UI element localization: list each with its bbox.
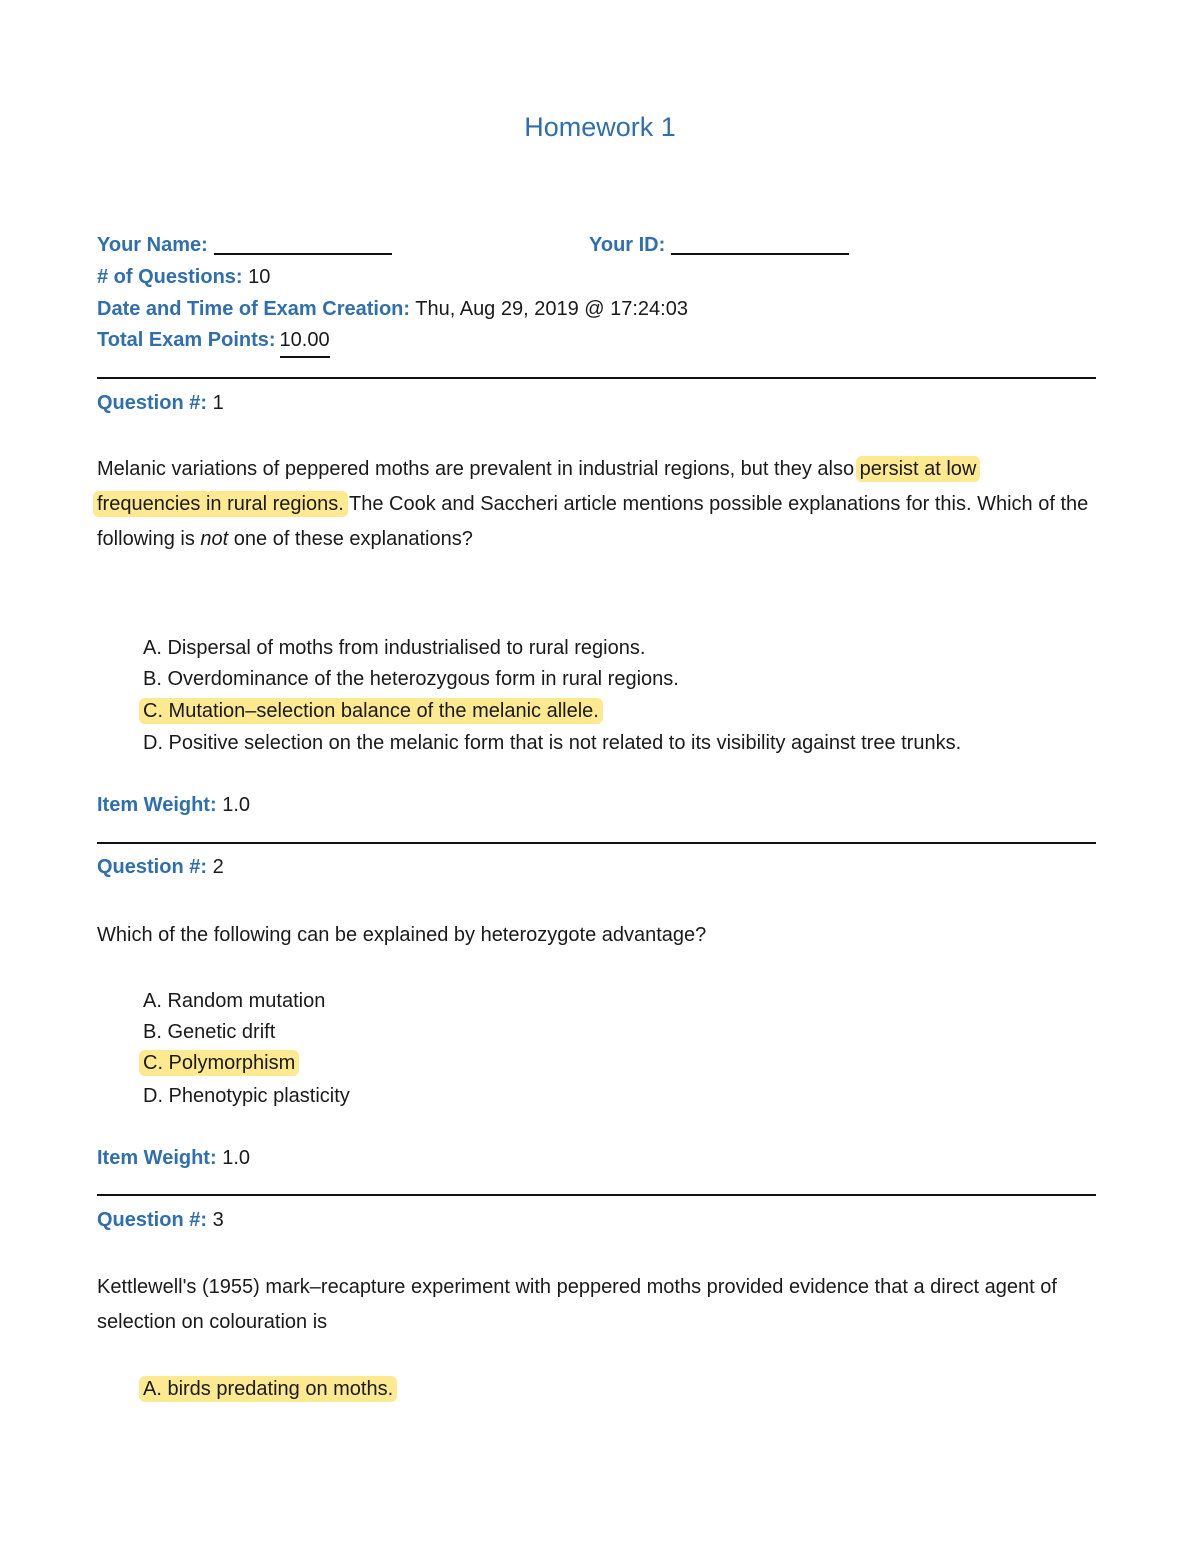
question-number-label: Question #: <box>97 1209 208 1231</box>
divider <box>97 842 1096 844</box>
italic-emphasis: not <box>200 528 229 550</box>
highlighted-answer: C. Polymorphism <box>139 1050 299 1076</box>
question-header <box>97 853 224 881</box>
id-label: Your ID: <box>589 234 666 256</box>
question-number: 3 <box>212 1209 224 1231</box>
highlighted-answer: C. Mutation–selection balance of the melanic allele. <box>139 698 603 724</box>
item-weight-label: Item Weight: <box>97 1147 217 1169</box>
questions-count-value: 10 <box>248 266 271 288</box>
total-points-value: 10.00 <box>280 326 330 358</box>
item-weight-row <box>97 1144 250 1172</box>
highlighted-text: persist at low <box>856 456 981 482</box>
question-text-part: Melanic variations of peppered moths are prevalent in industrial regions, but they also <box>97 458 855 480</box>
answer-option[interactable]: D. Phenotypic plasticity <box>143 1085 350 1107</box>
total-points-label: Total Exam Points: <box>97 329 276 351</box>
id-row <box>589 231 849 259</box>
id-blank-line[interactable] <box>671 233 849 255</box>
question-number-label: Question #: <box>97 392 208 414</box>
name-row <box>97 231 392 259</box>
item-weight-label: Item Weight: <box>97 794 217 816</box>
answer-option-highlighted[interactable] <box>143 697 599 725</box>
item-weight-value: 1.0 <box>222 794 251 816</box>
answer-option[interactable]: A. Random mutation <box>143 990 326 1012</box>
question-text <box>97 452 1097 557</box>
question-text-part: one of these explanations? <box>233 528 473 550</box>
questions-count-label: # of Questions: <box>97 266 243 288</box>
item-weight-row <box>97 791 250 819</box>
answer-option[interactable]: A. Dispersal of moths from industrialised to rural regions. <box>143 637 646 659</box>
question-text: Kettlewell's (1955) mark–recapture experiment with peppered moths provided evidence that a direct agent of selection on colouration is <box>97 1276 1057 1333</box>
total-points-row <box>97 326 330 358</box>
question-text-part: The Cook and Saccheri article mentions possible explanations for this. Which of the following is <box>97 493 1089 550</box>
highlighted-answer: A. birds predating on moths. <box>139 1376 397 1402</box>
exam-date-value: Thu, Aug 29, 2019 @ 17:24:03 <box>415 298 688 320</box>
question-number-label: Question #: <box>97 856 208 878</box>
exam-date-label: Date and Time of Exam Creation: <box>97 298 411 320</box>
question-number: 2 <box>212 856 224 878</box>
question-text: Which of the following can be explained by heterozygote advantage? <box>97 924 707 946</box>
answer-option[interactable]: B. Genetic drift <box>143 1021 276 1043</box>
page-title: Homework 1 <box>524 112 676 142</box>
name-label: Your Name: <box>97 234 208 256</box>
name-blank-line[interactable] <box>214 233 392 255</box>
answer-option-highlighted[interactable] <box>143 1049 295 1077</box>
answer-option-highlighted[interactable] <box>143 1375 393 1403</box>
question-header <box>97 1206 224 1234</box>
item-weight-value: 1.0 <box>222 1147 251 1169</box>
divider <box>97 1194 1096 1196</box>
highlighted-text: frequencies in rural regions. <box>93 491 348 517</box>
answer-option[interactable]: B. Overdominance of the heterozygous form in rural regions. <box>143 668 679 690</box>
divider <box>97 377 1096 379</box>
answer-option[interactable]: D. Positive selection on the melanic form that is not related to its visibility against tree trunks. <box>143 732 962 754</box>
question-number: 1 <box>212 392 224 414</box>
question-header <box>97 389 224 417</box>
exam-date-row <box>97 295 688 323</box>
questions-count-row <box>97 263 270 291</box>
